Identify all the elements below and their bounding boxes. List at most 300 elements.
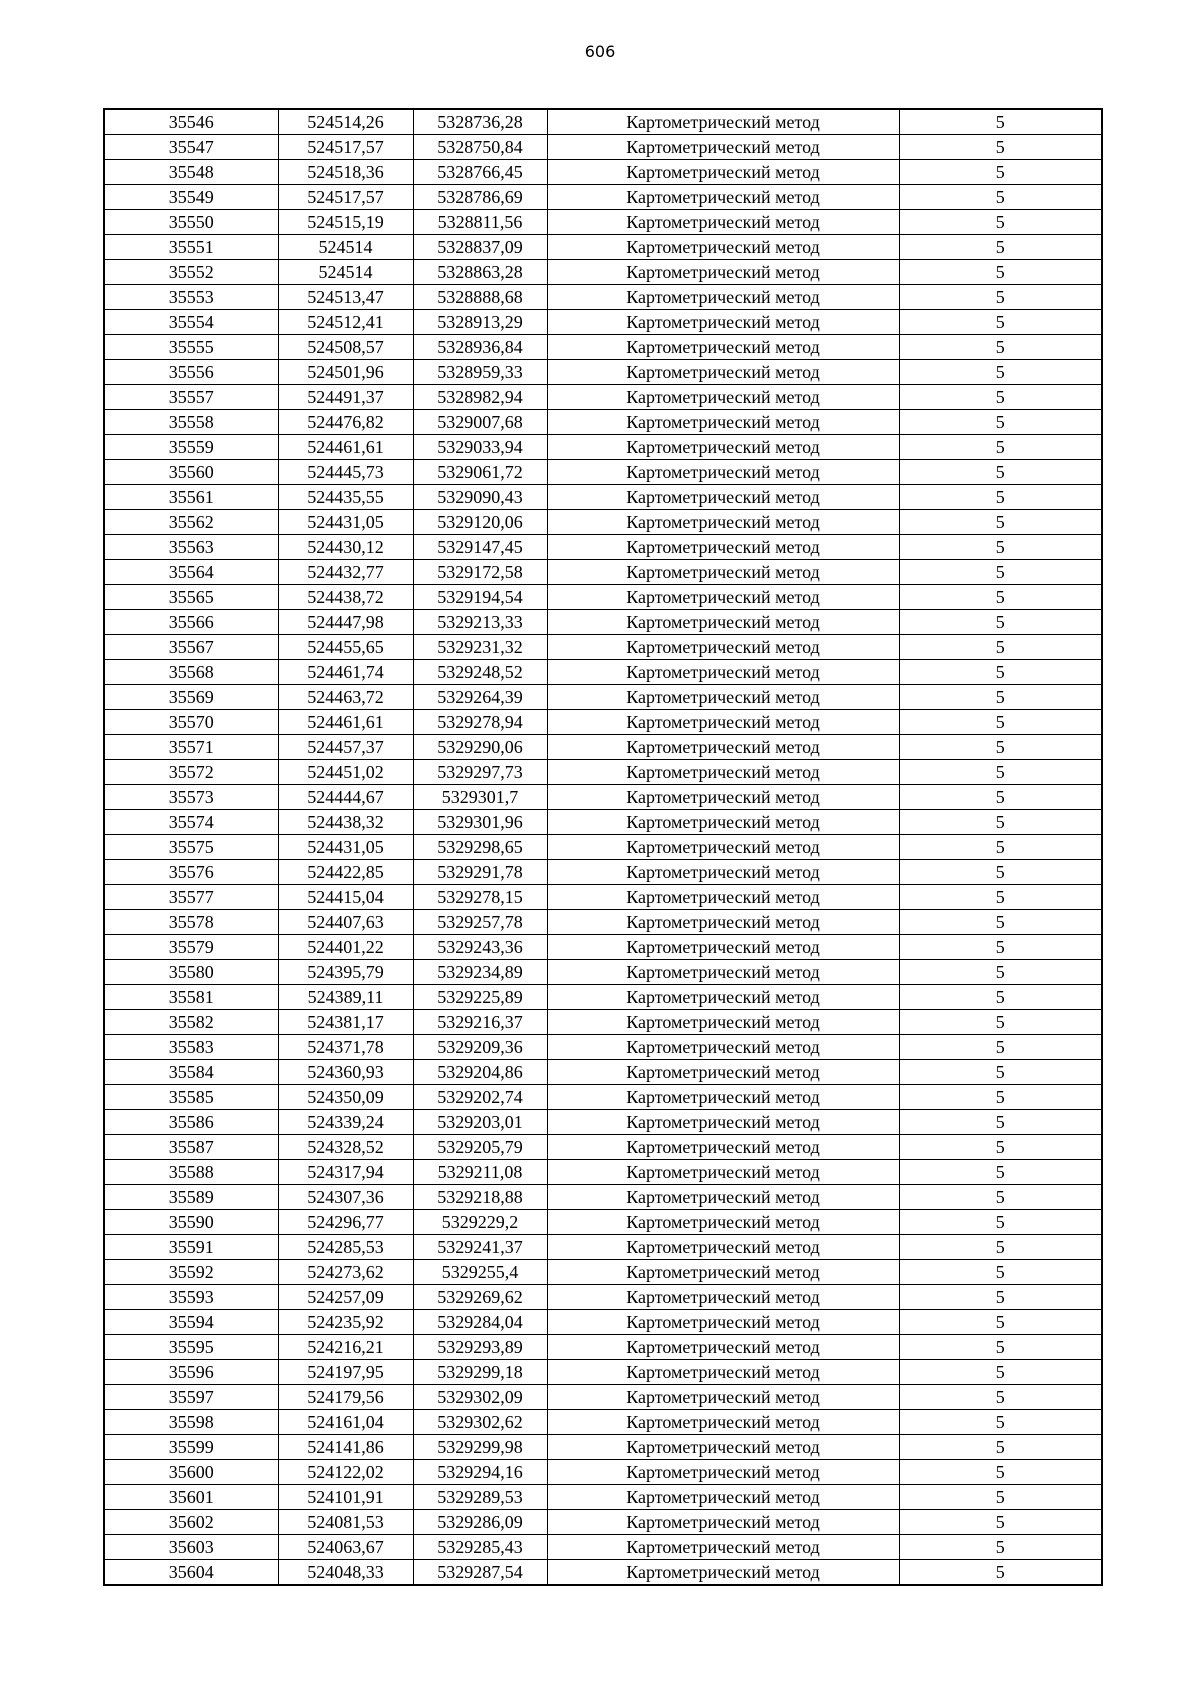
x-coordinate-cell: 524317,94 <box>278 1160 413 1185</box>
y-coordinate-cell: 5329297,73 <box>413 760 547 785</box>
x-coordinate-cell: 524435,55 <box>278 485 413 510</box>
accuracy-cell: 5 <box>899 610 1102 635</box>
accuracy-cell: 5 <box>899 1460 1102 1485</box>
point-number-cell: 35577 <box>104 885 278 910</box>
method-cell: Картометрический метод <box>547 1235 899 1260</box>
table-row <box>104 185 1102 210</box>
y-coordinate-cell: 5329213,33 <box>413 610 547 635</box>
point-number-cell: 35551 <box>104 235 278 260</box>
method-cell: Картометрический метод <box>547 760 899 785</box>
method-cell: Картометрический метод <box>547 960 899 985</box>
x-coordinate-cell: 524401,22 <box>278 935 413 960</box>
x-coordinate-cell: 524517,57 <box>278 185 413 210</box>
method-cell: Картометрический метод <box>547 109 899 135</box>
x-coordinate-cell: 524285,53 <box>278 1235 413 1260</box>
y-coordinate-cell: 5329302,62 <box>413 1410 547 1435</box>
y-coordinate-cell: 5329007,68 <box>413 410 547 435</box>
table-row <box>104 1510 1102 1535</box>
y-coordinate-cell: 5329241,37 <box>413 1235 547 1260</box>
method-cell: Картометрический метод <box>547 985 899 1010</box>
x-coordinate-cell: 524101,91 <box>278 1485 413 1510</box>
table-row <box>104 485 1102 510</box>
method-cell: Картометрический метод <box>547 1360 899 1385</box>
x-coordinate-cell: 524296,77 <box>278 1210 413 1235</box>
table-row <box>104 660 1102 685</box>
table-row <box>104 885 1102 910</box>
method-cell: Картометрический метод <box>547 1285 899 1310</box>
method-cell: Картометрический метод <box>547 560 899 585</box>
method-cell: Картометрический метод <box>547 1410 899 1435</box>
point-number-cell: 35591 <box>104 1235 278 1260</box>
point-number-cell: 35581 <box>104 985 278 1010</box>
y-coordinate-cell: 5329205,79 <box>413 1135 547 1160</box>
x-coordinate-cell: 524431,05 <box>278 835 413 860</box>
y-coordinate-cell: 5328936,84 <box>413 335 547 360</box>
point-number-cell: 35560 <box>104 460 278 485</box>
method-cell: Картометрический метод <box>547 585 899 610</box>
table-row <box>104 1460 1102 1485</box>
y-coordinate-cell: 5329120,06 <box>413 510 547 535</box>
y-coordinate-cell: 5329299,98 <box>413 1435 547 1460</box>
method-cell: Картометрический метод <box>547 260 899 285</box>
y-coordinate-cell: 5329231,32 <box>413 635 547 660</box>
accuracy-cell: 5 <box>899 660 1102 685</box>
y-coordinate-cell: 5329203,01 <box>413 1110 547 1135</box>
point-number-cell: 35585 <box>104 1085 278 1110</box>
x-coordinate-cell: 524081,53 <box>278 1510 413 1535</box>
accuracy-cell: 5 <box>899 960 1102 985</box>
accuracy-cell: 5 <box>899 109 1102 135</box>
x-coordinate-cell: 524508,57 <box>278 335 413 360</box>
table-row <box>104 285 1102 310</box>
y-coordinate-cell: 5329225,89 <box>413 985 547 1010</box>
accuracy-cell: 5 <box>899 1285 1102 1310</box>
x-coordinate-cell: 524235,92 <box>278 1310 413 1335</box>
y-coordinate-cell: 5328913,29 <box>413 310 547 335</box>
accuracy-cell: 5 <box>899 885 1102 910</box>
accuracy-cell: 5 <box>899 1135 1102 1160</box>
y-coordinate-cell: 5329287,54 <box>413 1560 547 1586</box>
accuracy-cell: 5 <box>899 460 1102 485</box>
method-cell: Картометрический метод <box>547 835 899 860</box>
accuracy-cell: 5 <box>899 935 1102 960</box>
x-coordinate-cell: 524476,82 <box>278 410 413 435</box>
point-number-cell: 35578 <box>104 910 278 935</box>
y-coordinate-cell: 5329147,45 <box>413 535 547 560</box>
y-coordinate-cell: 5329278,15 <box>413 885 547 910</box>
x-coordinate-cell: 524216,21 <box>278 1335 413 1360</box>
x-coordinate-cell: 524513,47 <box>278 285 413 310</box>
method-cell: Картометрический метод <box>547 635 899 660</box>
accuracy-cell: 5 <box>899 510 1102 535</box>
accuracy-cell: 5 <box>899 635 1102 660</box>
table-row <box>104 935 1102 960</box>
method-cell: Картометрический метод <box>547 1035 899 1060</box>
y-coordinate-cell: 5329301,7 <box>413 785 547 810</box>
table-row <box>104 910 1102 935</box>
method-cell: Картометрический метод <box>547 1135 899 1160</box>
point-number-cell: 35580 <box>104 960 278 985</box>
y-coordinate-cell: 5329033,94 <box>413 435 547 460</box>
accuracy-cell: 5 <box>899 335 1102 360</box>
table-row <box>104 435 1102 460</box>
x-coordinate-cell: 524517,57 <box>278 135 413 160</box>
y-coordinate-cell: 5328863,28 <box>413 260 547 285</box>
point-number-cell: 35555 <box>104 335 278 360</box>
table-row <box>104 210 1102 235</box>
x-coordinate-cell: 524360,93 <box>278 1060 413 1085</box>
point-number-cell: 35558 <box>104 410 278 435</box>
point-number-cell: 35575 <box>104 835 278 860</box>
x-coordinate-cell: 524328,52 <box>278 1135 413 1160</box>
point-number-cell: 35557 <box>104 385 278 410</box>
x-coordinate-cell: 524422,85 <box>278 860 413 885</box>
table-row <box>104 1310 1102 1335</box>
table-row <box>104 135 1102 160</box>
x-coordinate-cell: 524457,37 <box>278 735 413 760</box>
accuracy-cell: 5 <box>899 435 1102 460</box>
accuracy-cell: 5 <box>899 1335 1102 1360</box>
y-coordinate-cell: 5328750,84 <box>413 135 547 160</box>
table-row <box>104 560 1102 585</box>
x-coordinate-cell: 524431,05 <box>278 510 413 535</box>
x-coordinate-cell: 524415,04 <box>278 885 413 910</box>
accuracy-cell: 5 <box>899 235 1102 260</box>
x-coordinate-cell: 524381,17 <box>278 1010 413 1035</box>
point-number-cell: 35595 <box>104 1335 278 1360</box>
point-number-cell: 35584 <box>104 1060 278 1085</box>
table-row <box>104 260 1102 285</box>
method-cell: Картометрический метод <box>547 860 899 885</box>
accuracy-cell: 5 <box>899 1310 1102 1335</box>
point-number-cell: 35579 <box>104 935 278 960</box>
x-coordinate-cell: 524141,86 <box>278 1435 413 1460</box>
table-row <box>104 1160 1102 1185</box>
method-cell: Картометрический метод <box>547 335 899 360</box>
y-coordinate-cell: 5329209,36 <box>413 1035 547 1060</box>
point-number-cell: 35550 <box>104 210 278 235</box>
y-coordinate-cell: 5329269,62 <box>413 1285 547 1310</box>
table-row <box>104 335 1102 360</box>
coordinates-table-body <box>104 109 1102 1585</box>
x-coordinate-cell: 524461,61 <box>278 710 413 735</box>
x-coordinate-cell: 524514 <box>278 260 413 285</box>
accuracy-cell: 5 <box>899 985 1102 1010</box>
point-number-cell: 35604 <box>104 1560 278 1586</box>
point-number-cell: 35559 <box>104 435 278 460</box>
method-cell: Картометрический метод <box>547 1435 899 1460</box>
y-coordinate-cell: 5329234,89 <box>413 960 547 985</box>
accuracy-cell: 5 <box>899 410 1102 435</box>
table-row <box>104 585 1102 610</box>
table-row <box>104 1185 1102 1210</box>
point-number-cell: 35546 <box>104 109 278 135</box>
y-coordinate-cell: 5329172,58 <box>413 560 547 585</box>
table-row <box>104 410 1102 435</box>
table-row <box>104 785 1102 810</box>
method-cell: Картометрический метод <box>547 1335 899 1360</box>
accuracy-cell: 5 <box>899 910 1102 935</box>
page-number: 606 <box>584 42 616 61</box>
y-coordinate-cell: 5329257,78 <box>413 910 547 935</box>
point-number-cell: 35597 <box>104 1385 278 1410</box>
table-row <box>104 835 1102 860</box>
table-row <box>104 1135 1102 1160</box>
table-row <box>104 1260 1102 1285</box>
method-cell: Картометрический метод <box>547 360 899 385</box>
point-number-cell: 35590 <box>104 1210 278 1235</box>
x-coordinate-cell: 524518,36 <box>278 160 413 185</box>
accuracy-cell: 5 <box>899 1260 1102 1285</box>
x-coordinate-cell: 524371,78 <box>278 1035 413 1060</box>
method-cell: Картометрический метод <box>547 410 899 435</box>
x-coordinate-cell: 524512,41 <box>278 310 413 335</box>
method-cell: Картометрический метод <box>547 885 899 910</box>
table-row <box>104 360 1102 385</box>
y-coordinate-cell: 5328786,69 <box>413 185 547 210</box>
accuracy-cell: 5 <box>899 360 1102 385</box>
table-row <box>104 1410 1102 1435</box>
x-coordinate-cell: 524389,11 <box>278 985 413 1010</box>
accuracy-cell: 5 <box>899 185 1102 210</box>
coordinates-table <box>103 108 1103 1586</box>
point-number-cell: 35598 <box>104 1410 278 1435</box>
method-cell: Картометрический метод <box>547 735 899 760</box>
table-row <box>104 1110 1102 1135</box>
y-coordinate-cell: 5329061,72 <box>413 460 547 485</box>
method-cell: Картометрический метод <box>547 460 899 485</box>
y-coordinate-cell: 5329229,2 <box>413 1210 547 1235</box>
y-coordinate-cell: 5329289,53 <box>413 1485 547 1510</box>
point-number-cell: 35553 <box>104 285 278 310</box>
point-number-cell: 35576 <box>104 860 278 885</box>
table-row <box>104 160 1102 185</box>
x-coordinate-cell: 524461,74 <box>278 660 413 685</box>
accuracy-cell: 5 <box>899 285 1102 310</box>
y-coordinate-cell: 5329255,4 <box>413 1260 547 1285</box>
method-cell: Картометрический метод <box>547 810 899 835</box>
x-coordinate-cell: 524350,09 <box>278 1085 413 1110</box>
y-coordinate-cell: 5329211,08 <box>413 1160 547 1185</box>
method-cell: Картометрический метод <box>547 160 899 185</box>
y-coordinate-cell: 5329202,74 <box>413 1085 547 1110</box>
x-coordinate-cell: 524514,26 <box>278 109 413 135</box>
x-coordinate-cell: 524432,77 <box>278 560 413 585</box>
method-cell: Картометрический метод <box>547 1210 899 1235</box>
accuracy-cell: 5 <box>899 1360 1102 1385</box>
method-cell: Картометрический метод <box>547 1310 899 1335</box>
method-cell: Картометрический метод <box>547 210 899 235</box>
method-cell: Картометрический метод <box>547 185 899 210</box>
y-coordinate-cell: 5329293,89 <box>413 1335 547 1360</box>
point-number-cell: 35602 <box>104 1510 278 1535</box>
accuracy-cell: 5 <box>899 535 1102 560</box>
x-coordinate-cell: 524197,95 <box>278 1360 413 1385</box>
method-cell: Картометрический метод <box>547 385 899 410</box>
accuracy-cell: 5 <box>899 710 1102 735</box>
method-cell: Картометрический метод <box>547 1535 899 1560</box>
accuracy-cell: 5 <box>899 260 1102 285</box>
accuracy-cell: 5 <box>899 1060 1102 1085</box>
y-coordinate-cell: 5328766,45 <box>413 160 547 185</box>
table-row <box>104 635 1102 660</box>
accuracy-cell: 5 <box>899 210 1102 235</box>
y-coordinate-cell: 5329285,43 <box>413 1535 547 1560</box>
point-number-cell: 35547 <box>104 135 278 160</box>
y-coordinate-cell: 5328811,56 <box>413 210 547 235</box>
point-number-cell: 35567 <box>104 635 278 660</box>
table-row <box>104 685 1102 710</box>
x-coordinate-cell: 524307,36 <box>278 1185 413 1210</box>
method-cell: Картометрический метод <box>547 135 899 160</box>
method-cell: Картометрический метод <box>547 785 899 810</box>
point-number-cell: 35549 <box>104 185 278 210</box>
point-number-cell: 35568 <box>104 660 278 685</box>
method-cell: Картометрический метод <box>547 485 899 510</box>
accuracy-cell: 5 <box>899 735 1102 760</box>
y-coordinate-cell: 5328982,94 <box>413 385 547 410</box>
table-row <box>104 1060 1102 1085</box>
accuracy-cell: 5 <box>899 835 1102 860</box>
x-coordinate-cell: 524179,56 <box>278 1385 413 1410</box>
point-number-cell: 35562 <box>104 510 278 535</box>
y-coordinate-cell: 5329284,04 <box>413 1310 547 1335</box>
accuracy-cell: 5 <box>899 1210 1102 1235</box>
accuracy-cell: 5 <box>899 1160 1102 1185</box>
method-cell: Картометрический метод <box>547 535 899 560</box>
accuracy-cell: 5 <box>899 1085 1102 1110</box>
accuracy-cell: 5 <box>899 1485 1102 1510</box>
point-number-cell: 35554 <box>104 310 278 335</box>
method-cell: Картометрический метод <box>547 1010 899 1035</box>
method-cell: Картометрический метод <box>547 235 899 260</box>
point-number-cell: 35552 <box>104 260 278 285</box>
table-row <box>104 1535 1102 1560</box>
x-coordinate-cell: 524438,72 <box>278 585 413 610</box>
y-coordinate-cell: 5328888,68 <box>413 285 547 310</box>
table-row <box>104 1385 1102 1410</box>
point-number-cell: 35603 <box>104 1535 278 1560</box>
method-cell: Картометрический метод <box>547 1185 899 1210</box>
table-row <box>104 710 1102 735</box>
method-cell: Картометрический метод <box>547 1110 899 1135</box>
table-row <box>104 1235 1102 1260</box>
point-number-cell: 35566 <box>104 610 278 635</box>
accuracy-cell: 5 <box>899 1185 1102 1210</box>
x-coordinate-cell: 524515,19 <box>278 210 413 235</box>
point-number-cell: 35588 <box>104 1160 278 1185</box>
x-coordinate-cell: 524447,98 <box>278 610 413 635</box>
method-cell: Картометрический метод <box>547 1060 899 1085</box>
table-row <box>104 109 1102 135</box>
point-number-cell: 35563 <box>104 535 278 560</box>
point-number-cell: 35548 <box>104 160 278 185</box>
point-number-cell: 35601 <box>104 1485 278 1510</box>
x-coordinate-cell: 524257,09 <box>278 1285 413 1310</box>
accuracy-cell: 5 <box>899 1535 1102 1560</box>
point-number-cell: 35574 <box>104 810 278 835</box>
accuracy-cell: 5 <box>899 760 1102 785</box>
accuracy-cell: 5 <box>899 1385 1102 1410</box>
accuracy-cell: 5 <box>899 810 1102 835</box>
table-row <box>104 1485 1102 1510</box>
table-row <box>104 1210 1102 1235</box>
accuracy-cell: 5 <box>899 310 1102 335</box>
y-coordinate-cell: 5329243,36 <box>413 935 547 960</box>
point-number-cell: 35565 <box>104 585 278 610</box>
x-coordinate-cell: 524463,72 <box>278 685 413 710</box>
method-cell: Картометрический метод <box>547 710 899 735</box>
point-number-cell: 35572 <box>104 760 278 785</box>
y-coordinate-cell: 5329264,39 <box>413 685 547 710</box>
y-coordinate-cell: 5329301,96 <box>413 810 547 835</box>
accuracy-cell: 5 <box>899 785 1102 810</box>
accuracy-cell: 5 <box>899 1435 1102 1460</box>
point-number-cell: 35599 <box>104 1435 278 1460</box>
y-coordinate-cell: 5328959,33 <box>413 360 547 385</box>
method-cell: Картометрический метод <box>547 610 899 635</box>
table-row <box>104 1035 1102 1060</box>
accuracy-cell: 5 <box>899 1110 1102 1135</box>
method-cell: Картометрический метод <box>547 1460 899 1485</box>
accuracy-cell: 5 <box>899 1035 1102 1060</box>
y-coordinate-cell: 5328837,09 <box>413 235 547 260</box>
x-coordinate-cell: 524048,33 <box>278 1560 413 1586</box>
x-coordinate-cell: 524514 <box>278 235 413 260</box>
x-coordinate-cell: 524339,24 <box>278 1110 413 1135</box>
point-number-cell: 35593 <box>104 1285 278 1310</box>
point-number-cell: 35561 <box>104 485 278 510</box>
point-number-cell: 35600 <box>104 1460 278 1485</box>
table-row <box>104 610 1102 635</box>
table-row <box>104 1335 1102 1360</box>
point-number-cell: 35569 <box>104 685 278 710</box>
method-cell: Картометрический метод <box>547 1510 899 1535</box>
x-coordinate-cell: 524451,02 <box>278 760 413 785</box>
y-coordinate-cell: 5329218,88 <box>413 1185 547 1210</box>
point-number-cell: 35592 <box>104 1260 278 1285</box>
table-row <box>104 535 1102 560</box>
accuracy-cell: 5 <box>899 585 1102 610</box>
accuracy-cell: 5 <box>899 1235 1102 1260</box>
method-cell: Картометрический метод <box>547 935 899 960</box>
table-row <box>104 1285 1102 1310</box>
y-coordinate-cell: 5329216,37 <box>413 1010 547 1035</box>
x-coordinate-cell: 524445,73 <box>278 460 413 485</box>
x-coordinate-cell: 524455,65 <box>278 635 413 660</box>
table-row <box>104 1085 1102 1110</box>
table-row <box>104 310 1102 335</box>
y-coordinate-cell: 5329290,06 <box>413 735 547 760</box>
accuracy-cell: 5 <box>899 135 1102 160</box>
y-coordinate-cell: 5329302,09 <box>413 1385 547 1410</box>
table-row <box>104 1560 1102 1586</box>
y-coordinate-cell: 5328736,28 <box>413 109 547 135</box>
x-coordinate-cell: 524430,12 <box>278 535 413 560</box>
table-row <box>104 385 1102 410</box>
x-coordinate-cell: 524273,62 <box>278 1260 413 1285</box>
x-coordinate-cell: 524461,61 <box>278 435 413 460</box>
table-row <box>104 235 1102 260</box>
method-cell: Картометрический метод <box>547 1085 899 1110</box>
accuracy-cell: 5 <box>899 1510 1102 1535</box>
point-number-cell: 35583 <box>104 1035 278 1060</box>
y-coordinate-cell: 5329278,94 <box>413 710 547 735</box>
table-row <box>104 1435 1102 1460</box>
accuracy-cell: 5 <box>899 560 1102 585</box>
table-row <box>104 985 1102 1010</box>
x-coordinate-cell: 524444,67 <box>278 785 413 810</box>
